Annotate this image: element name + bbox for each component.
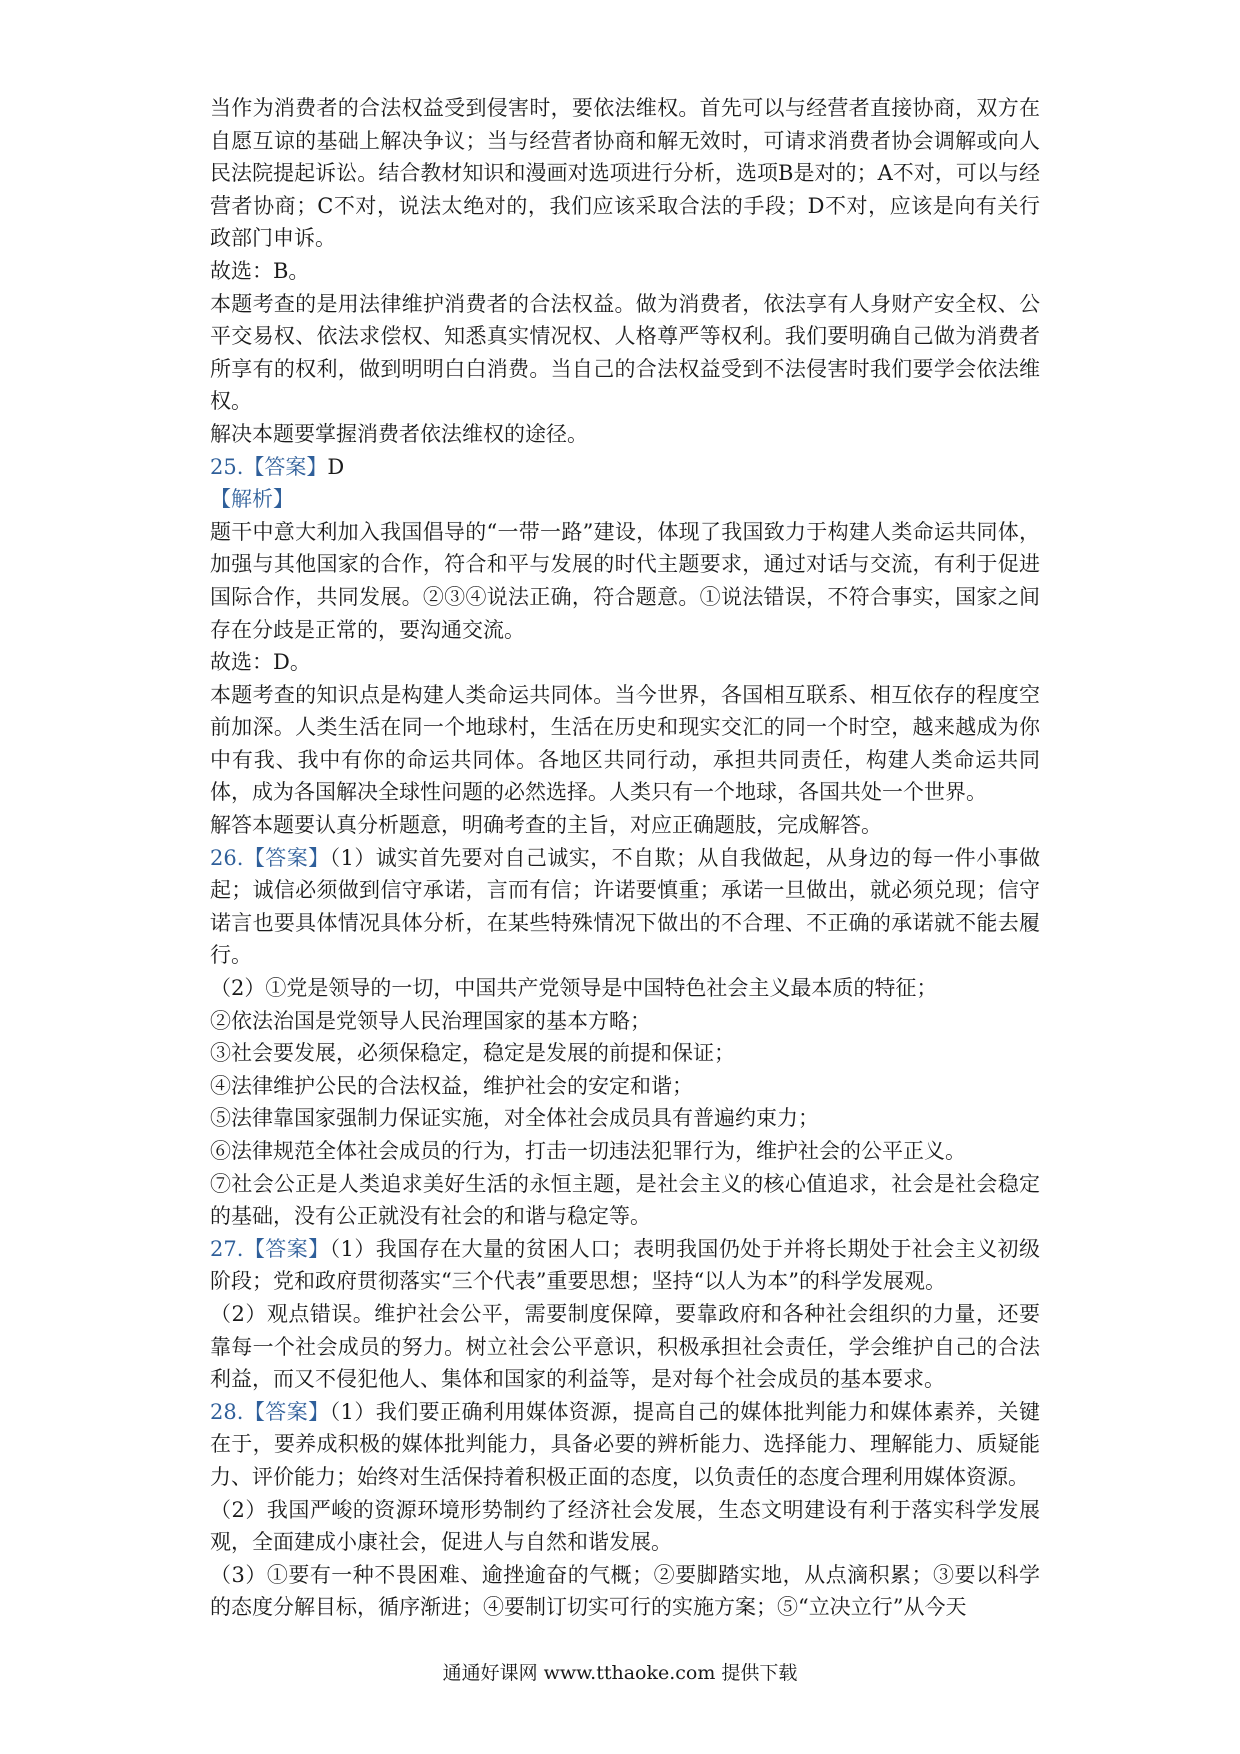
paragraph-text: 题干中意大利加入我国倡导的“一带一路”建设，体现了我国致力于构建人类命运共同体，加强与其他国家的合作，符合和平与发展的时代主题要求，通过对话与交流，有利于促进国际合作，共同发展。②③④说法正确，符合题意。①说法错误，不符合事实，国家之间存在分歧是正常的，要沟通交流。 [210, 519, 1040, 642]
paragraph [210, 1102, 1040, 1135]
paragraph [210, 1396, 1040, 1494]
paragraph-text: （1）我国存在大量的贫困人口；表明我国仍处于并将长期处于社会主义初级阶段；党和政府贯彻落实“三个代表”重要思想；坚持“以人为本”的科学发展观。 [210, 1236, 1040, 1294]
paragraph-text: （1）我们要正确利用媒体资源，提高自己的媒体批判能力和媒体素养，关键在于，要养成积极的媒体批判能力，具备必要的辨析能力、选择能力、理解能力、质疑能力、评价能力；始终对生活保持着积极正面的态度，以负责任的态度合理利用媒体资源。 [210, 1399, 1040, 1489]
paragraph-text: ②依法治国是党领导人民治理国家的基本方略； [210, 1008, 651, 1033]
paragraph [210, 1559, 1040, 1624]
paragraph-text: 当作为消费者的合法权益受到侵害时，要依法维权。首先可以与经营者直接协商，双方在自愿互谅的基础上解决争议；当与经营者协商和解无效时，可请求消费者协会调解或向人民法院提起诉讼。结合教材知识和漫画对选项进行分析，选项B是对的；A不对，可以与经营者协商；C不对，说法太绝对的，我们应该采取合法的手段；D不对，应该是向有关行政部门申诉。 [210, 96, 1040, 251]
paragraph [210, 842, 1040, 972]
question-number: 26. [210, 845, 244, 870]
paragraph [210, 255, 1040, 288]
answer-label: 【答案】 [243, 845, 330, 870]
paragraph [210, 972, 1040, 1005]
paragraph-text: ③社会要发展，必须保稳定，稳定是发展的前提和保证； [210, 1041, 735, 1066]
paragraph-text: ④法律维护公民的合法权益，维护社会的安定和谐； [210, 1073, 693, 1098]
paragraph [210, 1233, 1040, 1298]
paragraph-text: 解决本题要掌握消费者依法维权的途径。 [210, 421, 588, 446]
answer-label: 【答案】 [243, 1236, 330, 1261]
paragraph-text: ⑦社会公正是人类追求美好生活的永恒主题，是社会主义的核心值追求，社会是社会稳定的基础，没有公正就没有社会的和谐与稳定等。 [210, 1171, 1040, 1229]
paragraph-text: D [327, 454, 345, 479]
paragraph [210, 1005, 1040, 1038]
paragraph-text: （2）①党是领导的一切，中国共产党领导是中国特色社会主义最本质的特征； [210, 976, 938, 1001]
paragraph-text: 解答本题要认真分析题意，明确考查的主旨，对应正确题肢，完成解答。 [210, 813, 882, 838]
paragraph [210, 679, 1040, 809]
paragraph [210, 418, 1040, 451]
paragraph [210, 1037, 1040, 1070]
paragraph-text: 故选：D。 [210, 650, 311, 675]
paragraph [210, 92, 1040, 255]
paragraph-text: 本题考查的知识点是构建人类命运共同体。当今世界，各国相互联系、相互依存的程度空前加深。人类生活在同一个地球村，生活在历史和现实交汇的同一个时空，越来越成为你中有我、我中有你的命运共同体。各地区共同行动，承担共同责任，构建人类命运共同体，成为各国解决全球性问题的必然选择。人类只有一个地球，各国共处一个世界。 [210, 682, 1040, 805]
paragraph-text: （2）我国严峻的资源环境形势制约了经济社会发展，生态文明建设有利于落实科学发展观，全面建成小康社会，促进人与自然和谐发展。 [210, 1497, 1040, 1555]
paragraph [210, 646, 1040, 679]
document-body [210, 92, 1040, 1624]
paragraph [210, 1135, 1040, 1168]
paragraph-text: （2）观点错误。维护社会公平，需要制度保障，要靠政府和各种社会组织的力量，还要靠每一个社会成员的努力。树立社会公平意识，积极承担社会责任，学会维护自己的合法利益，而又不侵犯他人、集体和国家的利益等，是对每个社会成员的基本要求。 [210, 1301, 1040, 1392]
paragraph-text: 本题考查的是用法律维护消费者的合法权益。做为消费者，依法享有人身财产安全权、公平交易权、依法求偿权、知悉真实情况权、人格尊严等权利。我们要明确自己做为消费者所享有的权利，做到明明白白消费。当自己的合法权益受到不法侵害时我们要学会依法维权。 [210, 291, 1040, 414]
question-number: 27. [210, 1236, 244, 1261]
answer-label: 【解析】 [210, 487, 294, 512]
paragraph-text: ⑥法律规范全体社会成员的行为，打击一切违法犯罪行为，维护社会的公平正义。 [210, 1139, 966, 1163]
paragraph-text: ⑤法律靠国家强制力保证实施，对全体社会成员具有普遍约束力； [210, 1106, 819, 1131]
answer-label: 【答案】 [243, 1399, 330, 1424]
answer-label: 【答案】 [243, 454, 328, 479]
paragraph-text: （3）①要有一种不畏困难、逾挫逾奋的气概；②要脚踏实地，从点滴积累；③要以科学的态度分解目标，循序渐进；④要制订切实可行的实施方案；⑤“立决立行”从今天 [210, 1562, 1040, 1620]
paragraph [210, 1168, 1040, 1233]
paragraph [210, 516, 1040, 646]
paragraph-text: 故选：B。 [210, 258, 310, 283]
paragraph [210, 1070, 1040, 1103]
paragraph [210, 1298, 1040, 1396]
paragraph-text: （1）诚实首先要对自己诚实，不自欺；从自我做起，从身边的每一件小事做起；诚信必须做到信守承诺，言而有信；许诺要慎重；承诺一旦做出，就必须兑现；信守诺言也要具体情况具体分析，在某些特殊情况下做出的不合理、不正确的承诺就不能去履行。 [210, 845, 1040, 968]
paragraph [210, 1494, 1040, 1559]
question-number: 28. [210, 1399, 244, 1424]
paragraph [210, 451, 1040, 484]
paragraph [210, 483, 1040, 516]
paragraph [210, 288, 1040, 418]
question-number: 25. [210, 454, 244, 479]
paragraph [210, 809, 1040, 842]
page-footer: 通通好课网 www.tthaoke.com 提供下载 [442, 1662, 798, 1684]
